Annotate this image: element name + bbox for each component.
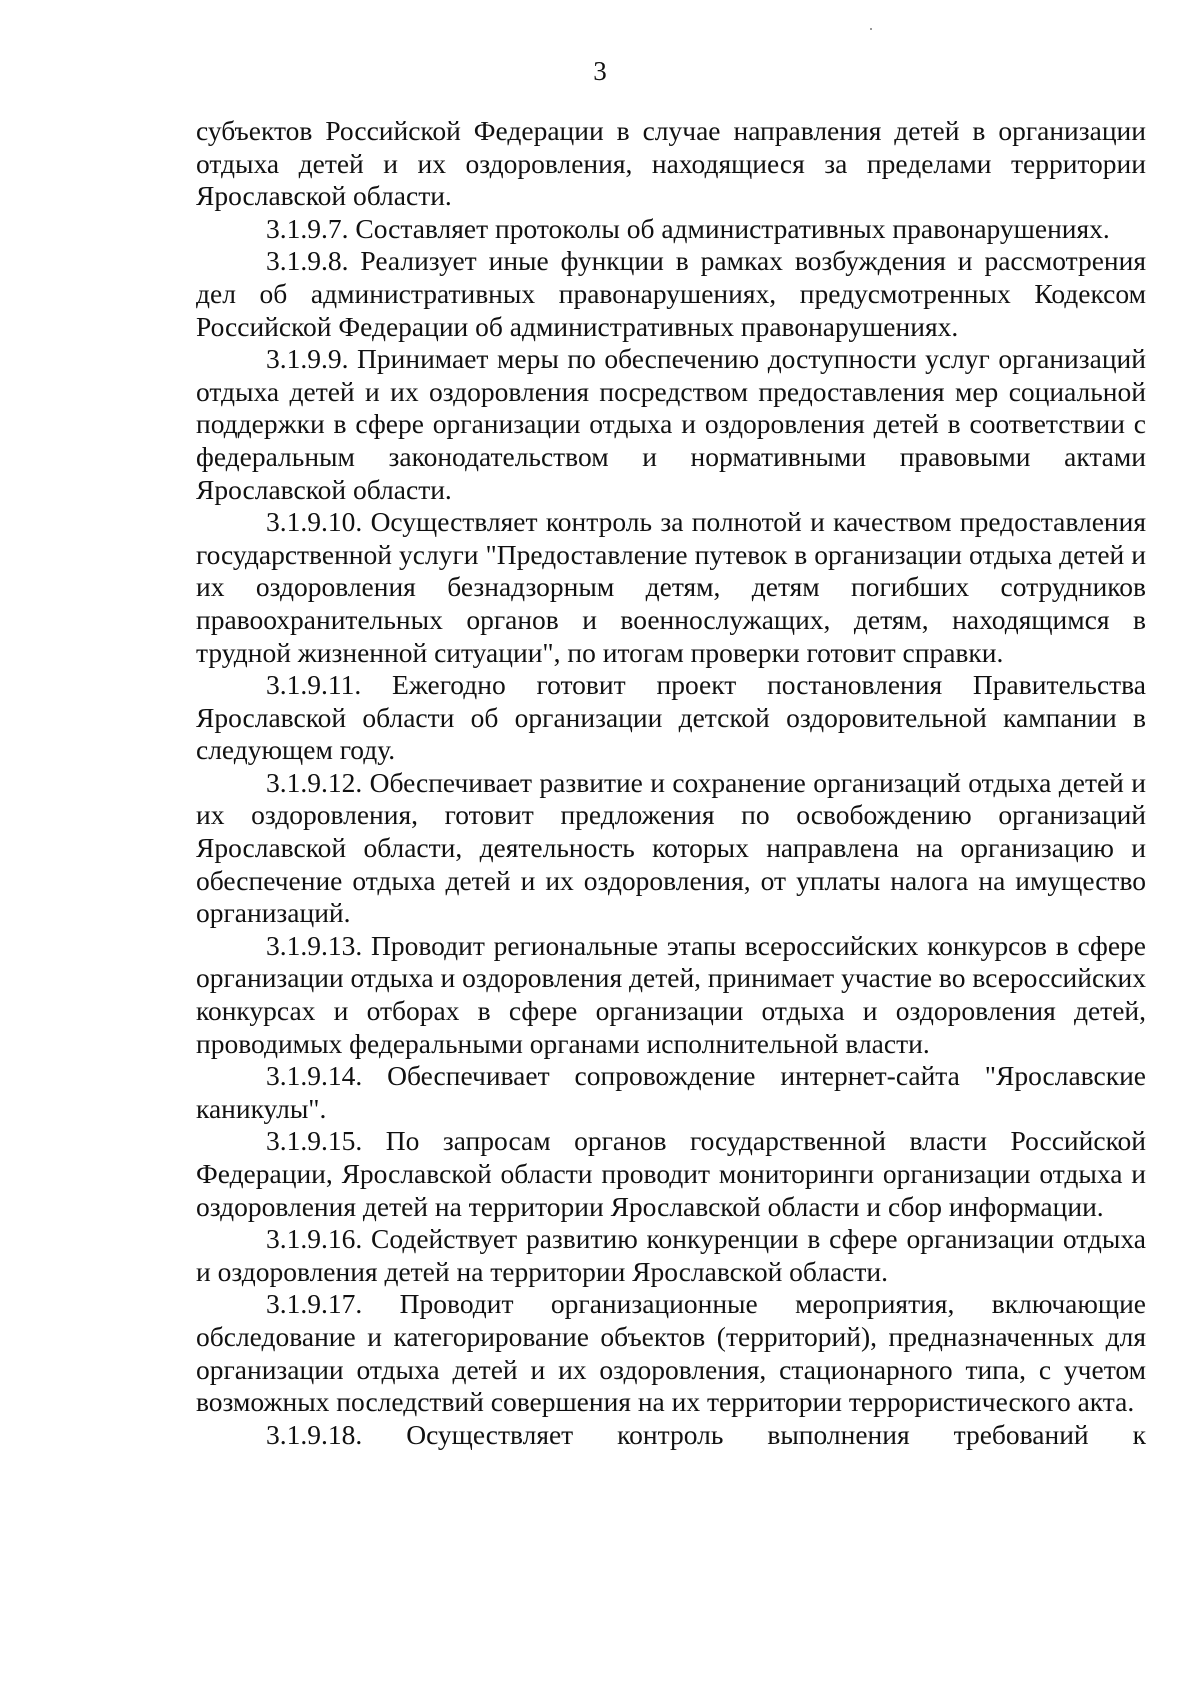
paragraph-3-1-9-7: 3.1.9.7. Составляет протоколы об административных правонарушениях. [266,212,1110,244]
scan-speck [870,28,872,30]
paragraph-3-1-9-15: 3.1.9.15. По запросам органов государственной власти Российской Федерации, Ярославской области проводит мониторинги организации отдыха и оздоровления детей на территории Ярославской области и сбор информации. [196,1125,1146,1222]
paragraph-3-1-9-8: 3.1.9.8. Реализует иные функции в рамках возбуждения и рассмотрения дел об административных правонарушениях, предусмотренных Кодексом Российской Федерации об административных правонарушениях. [196,245,1146,342]
paragraph-continuation: субъектов Российской Федерации в случае направления детей в организации отдыха детей и их оздоровления, находящиеся за пределами территории Ярославской области. [196,115,1146,212]
document-body [196,115,1146,1451]
paragraph-3-1-9-14: 3.1.9.14. Обеспечивает сопровождение интернет-сайта "Ярославские каникулы". [196,1060,1146,1124]
paragraph-3-1-9-17: 3.1.9.17. Проводит организационные мероприятия, включающие обследование и категорирование объектов (территорий), предназначенных для организации отдыха детей и их оздоровления, стационарного типа, с учетом возможных последствий совершения на их территории террористического акта. [196,1288,1146,1418]
paragraph-3-1-9-12: 3.1.9.12. Обеспечивает развитие и сохранение организаций отдыха детей и их оздоровления, готовит предложения по освобождению организаций Ярославской области, деятельность которых направлена на организацию и обеспечение отдыха детей и их оздоровления, от уплаты налога на имущество организаций. [196,766,1146,929]
page-number: 3 [593,56,607,86]
paragraph-3-1-9-18: 3.1.9.18. Осуществляет контроль выполнения требований к [266,1418,1146,1450]
paragraph-3-1-9-10: 3.1.9.10. Осуществляет контроль за полнотой и качеством предоставления государственной услуги "Предоставление путевок в организации отдыха детей и их оздоровления безнадзорным детям, детям погибших сотрудников правоохранительных органов и военнослужащих, детям, находящимся в трудной жизненной ситуации", по итогам проверки готовит справки. [196,506,1146,668]
paragraph-3-1-9-9: 3.1.9.9. Принимает меры по обеспечению доступности услуг организаций отдыха детей и их оздоровления посредством предоставления мер социальной поддержки в сфере организации отдыха и оздоровления детей в соответствии с федеральным законодательством и нормативными правовыми актами Ярославской области. [196,343,1146,505]
paragraph-3-1-9-13: 3.1.9.13. Проводит региональные этапы всероссийских конкурсов в сфере организации отдыха и оздоровления детей, принимает участие во всероссийских конкурсах и отборах в сфере организации отдыха и оздоровления детей, проводимых федеральными органами исполнительной власти. [196,929,1146,1059]
paragraph-3-1-9-11: 3.1.9.11. Ежегодно готовит проект постановления Правительства Ярославской области об организации детской оздоровительной кампании в следующем году. [196,669,1146,766]
paragraph-3-1-9-16: 3.1.9.16. Содействует развитию конкуренции в сфере организации отдыха и оздоровления детей на территории Ярославской области. [196,1223,1146,1287]
